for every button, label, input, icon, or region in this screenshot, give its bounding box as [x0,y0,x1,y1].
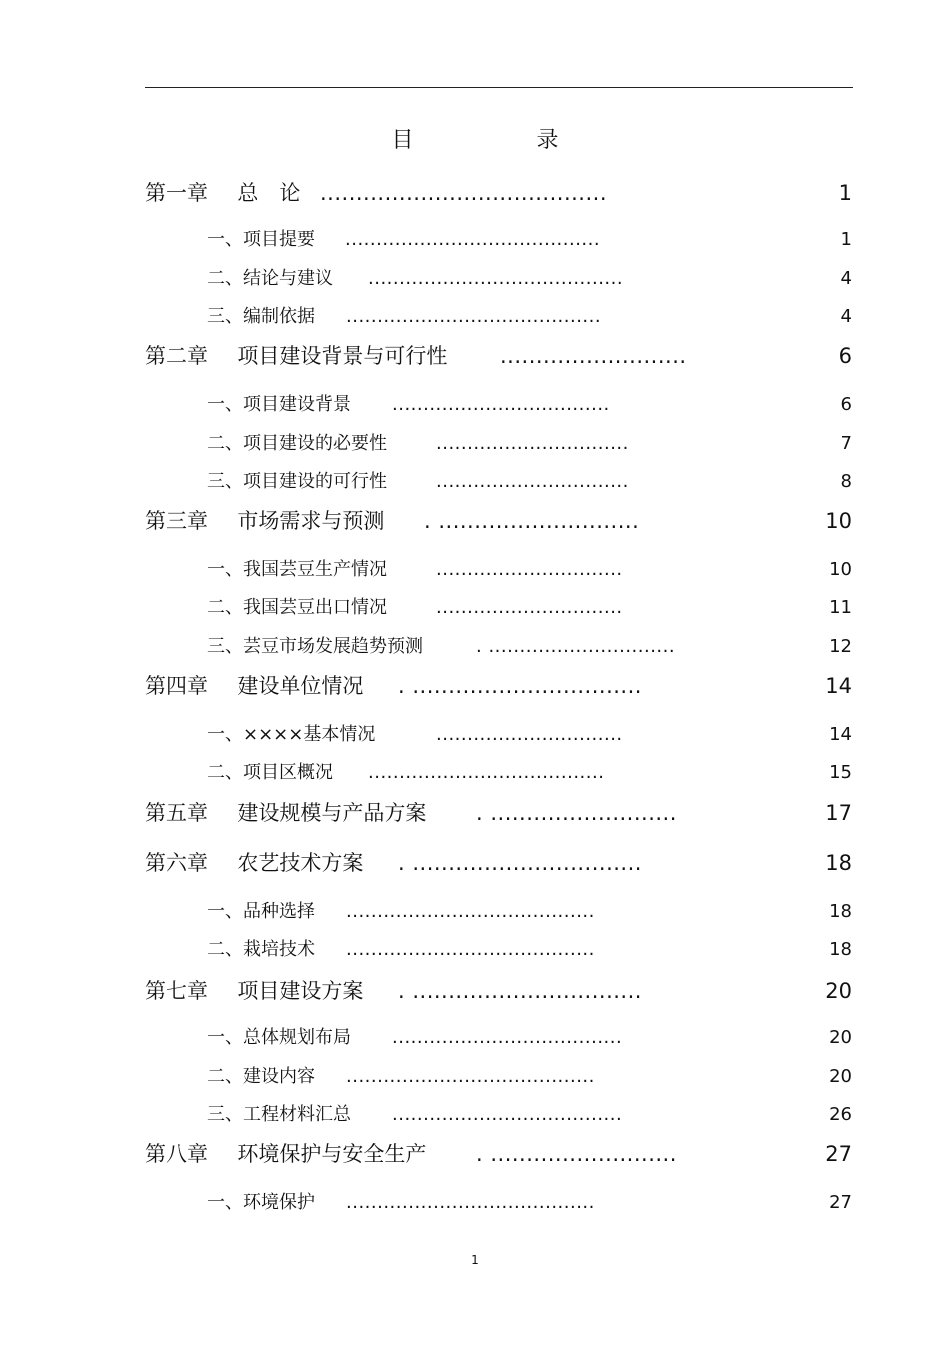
toc-entry-label [207,1100,351,1130]
toc-entry-title: 建设内容 [243,1066,315,1087]
page-title: 目 录 [391,128,617,153]
toc-page-number: 6 [840,394,852,415]
toc-entry-number: 二、 [207,268,243,289]
toc-entry-title: 我国芸豆生产情况 [243,559,387,580]
toc-entry-title: ××××基本情况 [243,724,376,745]
toc-entry-label [145,341,447,371]
toc-entry-number: 一、 [207,394,243,415]
toc-entry-label [145,671,363,701]
toc-entry-title: 结论与建议 [243,268,333,289]
toc-dot-leader: ......................................... [345,229,601,250]
toc-chapter-entry[interactable] [0,798,950,828]
toc-dot-leader: . .......................... [476,1142,677,1166]
toc-page-number: 20 [829,1027,852,1048]
toc-entry-title: 项目建设的必要性 [243,433,387,454]
toc-page-number: 11 [829,597,852,618]
toc-page-number: 7 [840,433,852,454]
toc-entry-title: 品种选择 [243,901,315,922]
toc-entry-number: 一、 [207,559,243,580]
toc-section-entry[interactable] [0,555,950,585]
toc-entry-number: 三、 [207,306,243,327]
toc-section-entry[interactable] [0,593,950,623]
toc-entry-label [207,935,315,965]
toc-entry-label [207,302,315,332]
toc-entry-number: 二、 [207,1066,243,1087]
toc-section-entry[interactable] [0,302,950,332]
toc-page-number: 14 [825,674,852,698]
toc-entry-number: 第二章 [145,344,208,368]
toc-entry-number: 第四章 [145,674,208,698]
toc-page-number: 27 [825,1142,852,1166]
toc-dot-leader: ........................................ [346,1066,595,1087]
toc-entry-number: 二、 [207,939,243,960]
toc-entry-number: 第三章 [145,509,208,533]
toc-chapter-entry[interactable] [0,848,950,878]
toc-entry-title: 项目区概况 [243,762,333,783]
toc-entry-number: 第一章 [145,181,208,205]
toc-entry-title: 项目建设背景 [243,394,351,415]
toc-dot-leader: .............................. [436,724,623,745]
toc-dot-leader: . .............................. [476,636,676,657]
toc-entry-title: 项目建设背景与可行性 [237,344,448,368]
toc-section-entry[interactable] [0,1188,950,1218]
toc-chapter-entry[interactable] [0,341,950,371]
toc-chapter-entry[interactable] [0,178,950,208]
toc-entry-label [145,1139,426,1169]
toc-entry-label [207,467,387,497]
toc-dot-leader: ........................................ [346,1192,595,1213]
toc-entry-number: 三、 [207,636,243,657]
toc-section-entry[interactable] [0,1100,950,1130]
toc-entry-title: 编制依据 [243,306,315,327]
toc-dot-leader: ............................... [436,471,629,492]
toc-entry-label [207,390,351,420]
toc-section-entry[interactable] [0,758,950,788]
toc-dot-leader: ........................................ [320,181,608,205]
toc-section-entry[interactable] [0,1023,950,1053]
toc-entry-number: 二、 [207,597,243,618]
toc-page-number: 4 [840,306,852,327]
toc-dot-leader: .......................... [500,344,687,368]
toc-section-entry[interactable] [0,632,950,662]
toc-section-entry[interactable] [0,429,950,459]
toc-entry-title: 总体规划布局 [243,1027,351,1048]
toc-entry-label [145,506,384,536]
toc-entry-number: 一、 [207,901,243,922]
toc-page-number: 1 [840,229,852,250]
toc-entry-label [207,758,333,788]
toc-entry-title: 农艺技术方案 [237,851,364,875]
toc-entry-number: 三、 [207,471,243,492]
toc-entry-title: 项目提要 [243,229,315,250]
toc-chapter-entry[interactable] [0,976,950,1006]
toc-section-entry[interactable] [0,935,950,965]
toc-page-number: 20 [829,1066,852,1087]
toc-page-number: 14 [829,724,852,745]
toc-entry-title: 总 论 [237,181,301,205]
toc-dot-leader: .............................. [436,559,623,580]
toc-page-number: 18 [829,939,852,960]
toc-page-number: 17 [825,801,852,825]
toc-entry-label [207,1062,315,1092]
toc-dot-leader: .............................. [436,597,623,618]
toc-entry-number: 一、 [207,1192,243,1213]
toc-section-entry[interactable] [0,1062,950,1092]
toc-dot-leader: ..................................... [392,1027,623,1048]
toc-section-entry[interactable] [0,225,950,255]
toc-entry-number: 第五章 [145,801,208,825]
toc-page-number: 18 [825,851,852,875]
toc-entry-title: 建设单位情况 [237,674,364,698]
toc-dot-leader: . ................................ [398,851,642,875]
page-number: 1 [471,1253,479,1267]
toc-section-entry[interactable] [0,467,950,497]
toc-entry-number: 一、 [207,229,243,250]
toc-entry-title: 市场需求与预测 [237,509,385,533]
toc-entry-number: 二、 [207,433,243,454]
toc-entry-label [145,178,300,208]
toc-section-entry[interactable] [0,720,950,750]
toc-page-number: 15 [829,762,852,783]
toc-dot-leader: ......................................... [346,306,602,327]
toc-dot-leader: ...................................... [368,762,605,783]
toc-page-number: 4 [840,268,852,289]
toc-chapter-entry[interactable] [0,506,950,536]
toc-entry-label [207,225,315,255]
toc-entry-label [207,1188,315,1218]
toc-entry-title: 工程材料汇总 [243,1104,351,1125]
toc-entry-label [207,897,315,927]
toc-entry-number: 第八章 [145,1142,208,1166]
toc-entry-number: 第六章 [145,851,208,875]
toc-entry-title: 建设规模与产品方案 [237,801,427,825]
toc-entry-label [145,798,426,828]
toc-page-number: 18 [829,901,852,922]
toc-entry-number: 一、 [207,1027,243,1048]
toc-page-number: 8 [840,471,852,492]
toc-chapter-entry[interactable] [0,1139,950,1169]
toc-entry-label [145,976,363,1006]
toc-entry-label [207,632,423,662]
toc-entry-title: 栽培技术 [243,939,315,960]
toc-entry-label [207,264,333,294]
toc-entry-number: 三、 [207,1104,243,1125]
toc-entry-title: 项目建设的可行性 [243,471,387,492]
toc-entry-number: 一、 [207,724,243,745]
toc-dot-leader: . ................................ [398,674,642,698]
toc-dot-leader: ............................... [436,433,629,454]
toc-entry-number: 第七章 [145,979,208,1003]
toc-entry-title: 芸豆市场发展趋势预测 [243,636,423,657]
toc-section-entry[interactable] [0,897,950,927]
toc-dot-leader: ........................................ [346,939,595,960]
toc-section-entry[interactable] [0,390,950,420]
toc-page-number: 20 [825,979,852,1003]
toc-entry-label [207,555,387,585]
toc-entry-title: 我国芸豆出口情况 [243,597,387,618]
toc-page-number: 1 [838,181,852,205]
toc-page-number: 10 [825,509,852,533]
toc-entry-label [207,1023,351,1053]
toc-page-number: 10 [829,559,852,580]
toc-page-number: 6 [838,344,852,368]
toc-dot-leader: . ............................ [424,509,640,533]
toc-entry-title: 项目建设方案 [237,979,364,1003]
toc-entry-number: 二、 [207,762,243,783]
toc-entry-label [145,848,363,878]
toc-entry-label [207,593,387,623]
toc-dot-leader: ..................................... [392,1104,623,1125]
toc-dot-leader: . ................................ [398,979,642,1003]
toc-section-entry[interactable] [0,264,950,294]
toc-page-number: 26 [829,1104,852,1125]
toc-dot-leader: ........................................ [346,901,595,922]
toc-entry-title: 环境保护 [243,1192,315,1213]
toc-page-number: 12 [829,636,852,657]
toc-chapter-entry[interactable] [0,671,950,701]
toc-dot-leader: . .......................... [476,801,677,825]
toc-entry-label [207,429,387,459]
toc-entry-title: 环境保护与安全生产 [237,1142,427,1166]
toc-entry-label [207,720,375,750]
toc-page-number: 27 [829,1192,852,1213]
toc-dot-leader: ......................................... [368,268,624,289]
toc-dot-leader: ................................... [392,394,610,415]
